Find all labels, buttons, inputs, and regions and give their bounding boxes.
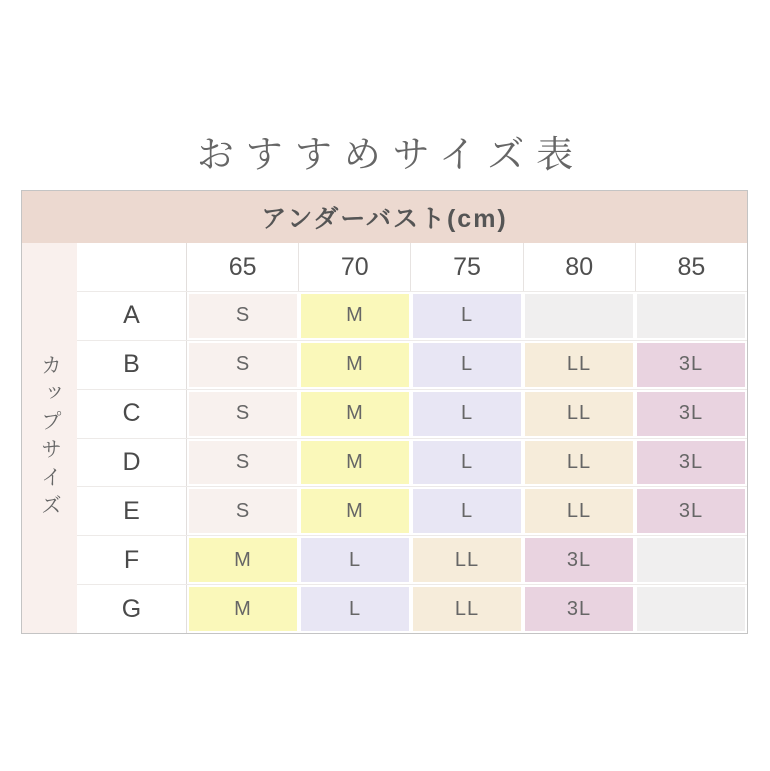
size-grid (77, 243, 747, 633)
table-row (77, 486, 747, 535)
size-cell: S (189, 441, 297, 485)
size-cell (525, 294, 633, 338)
size-cell: LL (413, 538, 521, 582)
size-cell: M (301, 392, 409, 436)
size-cell: S (189, 294, 297, 338)
size-cell: M (189, 538, 297, 582)
table-row (77, 291, 747, 340)
size-cell: LL (525, 489, 633, 533)
size-cell: LL (525, 441, 633, 485)
size-cell: L (413, 294, 521, 338)
size-cell: 3L (525, 538, 633, 582)
cup-size-column (22, 243, 77, 633)
size-table (21, 190, 748, 634)
size-cell: S (189, 392, 297, 436)
size-cell: LL (525, 343, 633, 387)
size-cell (637, 538, 745, 582)
table-row (77, 584, 747, 633)
size-cell (637, 587, 745, 631)
size-cell: L (301, 538, 409, 582)
table-row (77, 340, 747, 389)
underbust-header: アンダーバスト(cm) (22, 191, 747, 243)
size-cell: S (189, 489, 297, 533)
underbust-column-header: 85 (635, 243, 747, 291)
size-cell: M (301, 343, 409, 387)
cup-row-label: G (77, 585, 187, 633)
size-cell: M (189, 587, 297, 631)
cup-size-label: カップサイズ (38, 354, 62, 522)
size-cell: M (301, 441, 409, 485)
size-cell: 3L (637, 343, 745, 387)
size-cell: L (413, 392, 521, 436)
corner-cell (77, 243, 187, 291)
underbust-column-header: 80 (523, 243, 635, 291)
underbust-column-header: 65 (228, 252, 257, 281)
size-cell: 3L (637, 392, 745, 436)
table-row (77, 535, 747, 584)
cup-row-label: E (77, 487, 187, 535)
cup-row-label: F (77, 536, 187, 584)
size-cell: L (301, 587, 409, 631)
size-cell: L (413, 489, 521, 533)
size-cell: M (301, 294, 409, 338)
size-cell: LL (525, 392, 633, 436)
cup-row-label: A (77, 292, 187, 340)
size-cell: 3L (525, 587, 633, 631)
table-row (77, 389, 747, 438)
underbust-column-header: 70 (298, 243, 410, 291)
cup-row-label: C (77, 390, 187, 438)
size-table-body (22, 243, 747, 633)
page-title: おすすめサイズ表 (196, 134, 585, 175)
table-row (77, 438, 747, 487)
size-cell: 3L (637, 489, 745, 533)
cup-row-label: B (77, 341, 187, 389)
cup-row-label: D (77, 439, 187, 487)
size-cell (637, 294, 745, 338)
size-cell: M (301, 489, 409, 533)
size-cell: S (189, 343, 297, 387)
underbust-header-row (77, 243, 747, 291)
size-cell: 3L (637, 441, 745, 485)
underbust-column-header: 75 (410, 243, 522, 291)
size-cell: L (413, 343, 521, 387)
size-cell: L (413, 441, 521, 485)
size-cell: LL (413, 587, 521, 631)
